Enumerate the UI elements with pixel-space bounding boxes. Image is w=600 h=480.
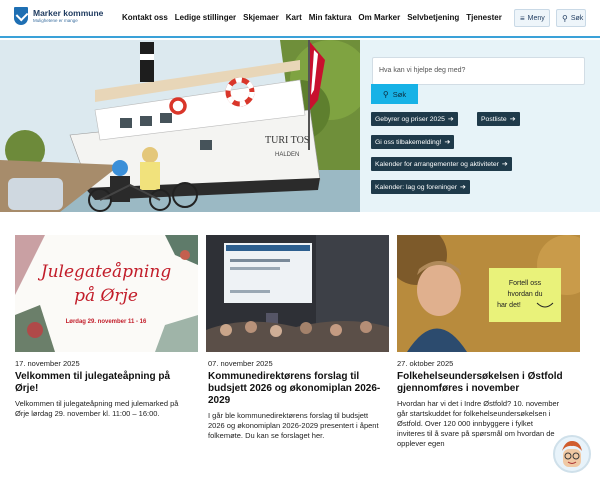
nav-skjemaer[interactable]: Skjemaer <box>243 13 279 22</box>
header-search-button[interactable] <box>556 9 586 27</box>
christmas-subtitle: Lørdag 29. november 11 - 16 <box>65 319 147 325</box>
survey-note-line1: Fortell oss <box>508 280 542 287</box>
news-text: Velkommen til julegateåpning med julemarked på Ørje lørdag 29. november kl. 11:00 – 16:00. <box>15 399 179 418</box>
hero-image <box>0 40 360 212</box>
news-image-christmas <box>15 235 198 352</box>
news-card[interactable] <box>397 235 580 352</box>
site-logo[interactable] <box>14 7 103 25</box>
search-icon: ⚲ <box>382 89 389 99</box>
quick-link-kalender-arrangementer[interactable] <box>371 157 512 171</box>
header-search-label: Søk <box>570 14 584 22</box>
christmas-title-line2: på Ørje <box>74 286 138 306</box>
news-text: I går ble kommunedirektørens forslag til budsjett 2026 og økonomiplan 2026-2029 presentert i åpent folkemøte. Du kan se forslaget her. <box>208 411 379 440</box>
quick-link-label: Postliste <box>481 115 507 123</box>
logo-name: Marker kommune <box>33 8 104 18</box>
site-header <box>0 0 600 38</box>
quick-link-label: Gi oss tilbakemelding! <box>375 138 442 146</box>
news-text: Hvordan har vi det i Indre Østfold? 10. november går startskuddet for folkehelseundersøkelsen i Østfold. Over 120 000 innbyggere i fylket inviteres til å svare på spørsmål om hvordan de opplever egen <box>397 399 560 448</box>
search-submit-button[interactable] <box>371 84 418 104</box>
search-submit-label: Søk <box>392 89 407 99</box>
nav-kontakt-oss[interactable]: Kontakt oss <box>122 13 168 22</box>
survey-note-line2: hvordan du <box>507 291 543 298</box>
boat-name: TURI TOS <box>265 135 310 146</box>
nav-selvbetjening[interactable]: Selvbetjening <box>407 13 460 22</box>
menu-button[interactable] <box>514 9 550 27</box>
boat-scene-illustration <box>0 40 360 212</box>
quick-link-label: Gebyrer og priser 2025 <box>375 115 445 123</box>
quick-link-tilbakemelding[interactable] <box>371 135 454 149</box>
chat-assistant-avatar[interactable] <box>553 435 591 473</box>
nav-tjenester[interactable]: Tjenester <box>466 13 502 22</box>
news-title[interactable]: Folkehelseundersøkelsen i Østfold gjennomføres i november <box>397 371 563 394</box>
assistant-face-icon <box>555 437 589 471</box>
news-card[interactable] <box>206 235 389 352</box>
christmas-title-line1: Julegateåpning <box>40 262 172 282</box>
quick-link-gebyrer[interactable] <box>371 112 458 126</box>
news-image-health-survey <box>397 235 580 352</box>
arrow-right-icon: ➔ <box>460 184 466 191</box>
arrow-right-icon: ➔ <box>509 116 516 123</box>
news-title[interactable]: Kommunedirektørens forslag til budsjett 2026 og økonomiplan 2026-2029 <box>208 371 381 406</box>
news-title[interactable]: Velkommen til julegateåpning på Ørje! <box>15 371 171 394</box>
menu-label: Meny <box>527 14 545 22</box>
nav-kart[interactable]: Kart <box>285 13 302 22</box>
news-date: 27. oktober 2025 <box>397 359 454 368</box>
nav-om-marker[interactable]: Om Marker <box>358 13 401 22</box>
survey-note-line3: har det! <box>497 302 521 309</box>
news-image-meeting <box>206 235 389 352</box>
news-date: 07. november 2025 <box>208 359 273 368</box>
quick-link-label: Kalender for arrangementer og aktiviteter <box>375 160 499 168</box>
search-input[interactable]: Hva kan vi hjelpe deg med? <box>372 57 585 85</box>
arrow-right-icon: ➔ <box>447 116 454 123</box>
news-date: 17. november 2025 <box>15 359 80 368</box>
coat-of-arms-icon <box>14 7 28 25</box>
news-card[interactable] <box>15 235 198 352</box>
hamburger-icon: ≡ <box>520 13 525 23</box>
boat-home: HALDEN <box>275 152 300 158</box>
arrow-right-icon: ➔ <box>501 161 508 168</box>
main-nav <box>122 13 509 22</box>
arrow-right-icon: ➔ <box>444 139 451 146</box>
logo-tagline: Mulighetene er mange <box>33 17 78 23</box>
quick-link-label: Kalender: lag og foreninger <box>375 183 457 191</box>
nav-ledige-stillinger[interactable]: Ledige stillinger <box>174 13 237 22</box>
nav-min-faktura[interactable]: Min faktura <box>308 13 352 22</box>
quick-link-kalender-lag[interactable] <box>371 180 470 194</box>
search-icon: ⚲ <box>562 13 568 23</box>
quick-link-postliste[interactable] <box>477 112 520 126</box>
